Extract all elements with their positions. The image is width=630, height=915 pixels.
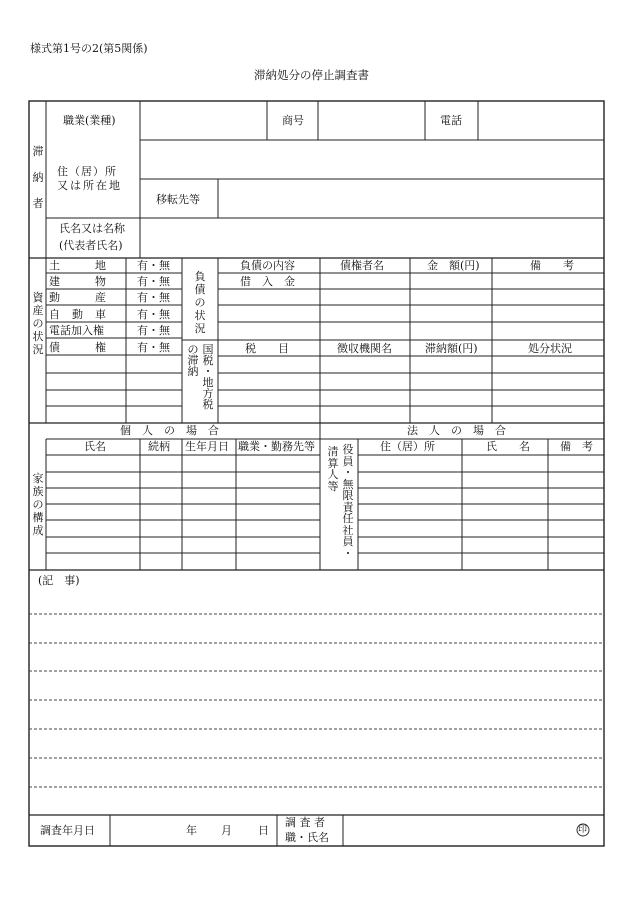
survey-date-label: 調査年月日 — [40, 824, 95, 837]
taxpayer-group-label: 滞 納 者 — [32, 145, 44, 210]
asset-claims-value: 有・無 — [137, 341, 170, 354]
surveyor-label-line2: 職・氏名 — [285, 831, 329, 844]
asset-car-value: 有・無 — [137, 308, 170, 321]
asset-movables-value: 有・無 — [137, 291, 170, 304]
corp-col-name: 氏 名 — [486, 440, 530, 453]
asset-building-value: 有・無 — [137, 275, 170, 288]
debts-col-content: 負債の内容 — [240, 259, 295, 272]
asset-building-label: 建 物 — [49, 275, 107, 288]
occupation-label: 職業(業種) — [63, 114, 116, 127]
phone-label: 電話 — [440, 114, 462, 127]
trade-name-label: 商号 — [282, 114, 304, 127]
corporate-header: 法 人 の 場 合 — [407, 424, 506, 437]
asset-phone-right-label: 電話加入権 — [49, 324, 104, 337]
year-label: 年 — [186, 824, 197, 837]
corp-col-remarks: 備 考 — [560, 440, 593, 453]
tax-col-status: 処分状況 — [528, 342, 572, 355]
name-label-line1: 氏名又は名称 — [59, 222, 125, 235]
debts-col-amount: 金 額(円) — [427, 259, 480, 272]
seal-mark: 印 — [578, 825, 588, 835]
relocation-label: 移転先等 — [156, 193, 200, 206]
day-label: 日 — [258, 824, 269, 837]
surveyor-label-line1: 調 査 者 — [285, 816, 325, 829]
family-col-birth: 生年月日 — [185, 440, 229, 453]
address-label-line2: 又は所在地 — [57, 179, 122, 192]
asset-land-label: 土 地 — [49, 259, 107, 272]
notes-label: (記 事) — [38, 574, 80, 587]
asset-land-value: 有・無 — [137, 259, 170, 272]
tax-group-label-col1: 国 税 ・ 地 方 税 — [202, 343, 214, 411]
address-label-line1: 住（居）所 — [57, 165, 117, 178]
debts-col-creditor: 債権者名 — [340, 259, 384, 272]
liquidator-label: 清 算 人 等 — [327, 445, 339, 493]
officer-label: 役 員 ・ 無 限 責 任 社 員 ・ — [342, 443, 354, 560]
debts-col-remarks: 備 考 — [530, 259, 574, 272]
form-number: 様式第1号の2(第5関係) — [30, 42, 148, 55]
tax-col-amount: 滞納額(円) — [425, 342, 478, 355]
debts-first-item: 借 入 金 — [240, 275, 295, 288]
tax-col-item: 税 目 — [245, 342, 289, 355]
family-col-name: 氏名 — [84, 440, 106, 453]
asset-car-label: 自 動 車 — [49, 308, 107, 321]
asset-phone-right-value: 有・無 — [137, 324, 170, 337]
family-col-work: 職業・勤務先等 — [238, 440, 315, 453]
asset-claims-label: 債 権 — [49, 341, 107, 354]
month-label: 月 — [221, 824, 232, 837]
page-title: 滞納処分の停止調査書 — [254, 68, 369, 82]
family-group-label: 家 族 の 構 成 — [32, 472, 44, 537]
corp-col-address: 住（居）所 — [380, 440, 435, 453]
asset-movables-label: 動 産 — [49, 291, 107, 304]
tax-group-label-col2: の 滞 納 — [187, 343, 199, 378]
name-label-line2: (代表者氏名) — [59, 239, 123, 252]
individual-header: 個 人 の 場 合 — [120, 424, 219, 437]
debts-group-label: 負 債 の 状 況 — [194, 270, 206, 335]
tax-col-agency: 徴収機関名 — [337, 342, 392, 355]
family-col-relation: 続柄 — [148, 440, 170, 453]
assets-group-label: 資 産 の 状 況 — [32, 291, 44, 356]
